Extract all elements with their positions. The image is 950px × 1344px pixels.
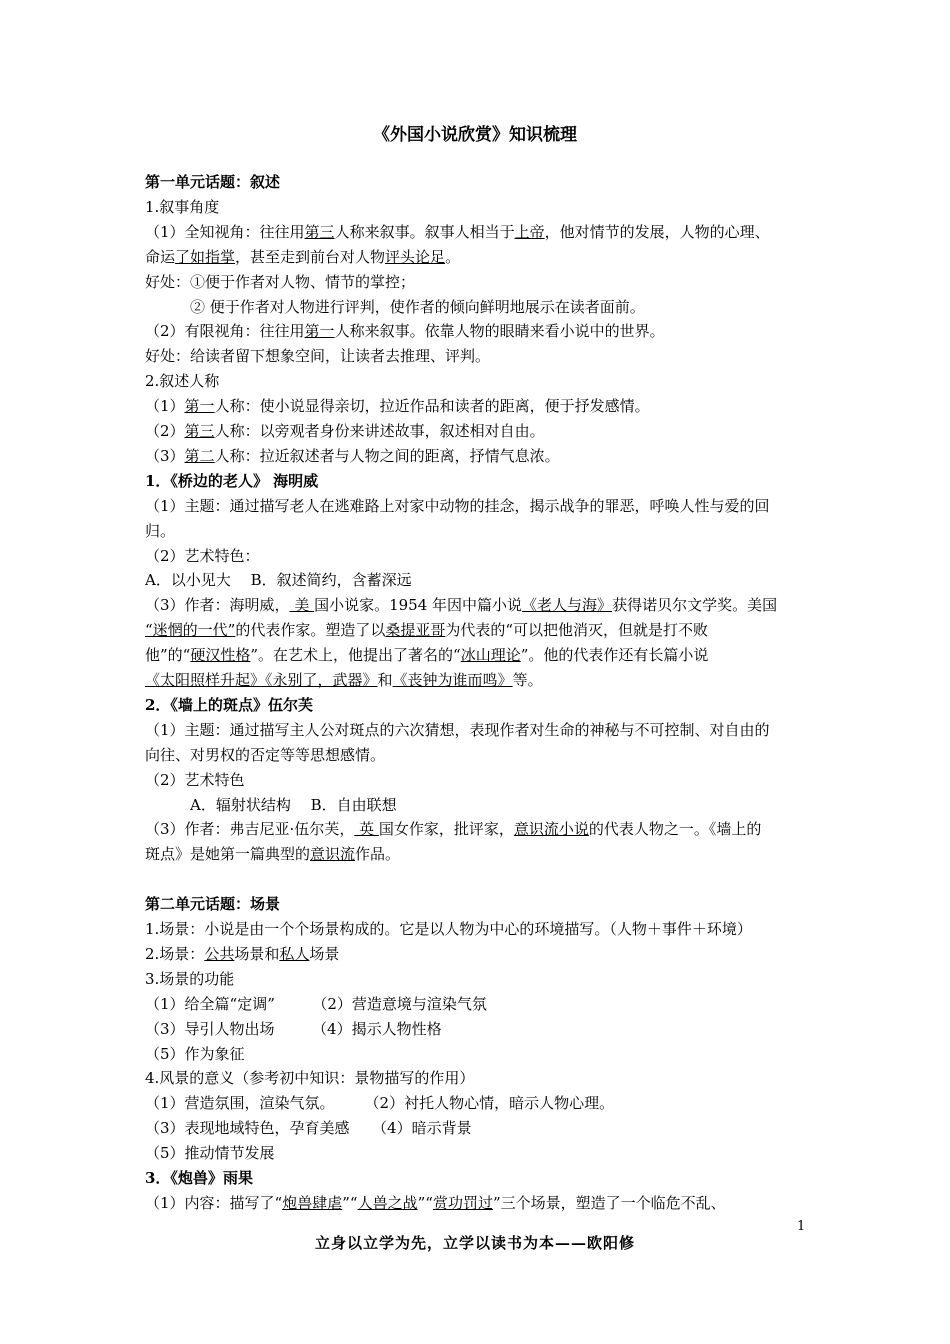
text-line — [145, 942, 810, 966]
text-segment: （2） — [145, 422, 185, 440]
text-segment: （3） — [145, 446, 185, 465]
text-line — [145, 1141, 810, 1165]
text-segment: 人称来叙事。叙事人相当于 — [334, 222, 515, 241]
text-segment: 和 — [377, 671, 393, 689]
text-line — [145, 992, 810, 1016]
text-segment: （2）艺术特色： — [145, 546, 260, 565]
text-segment: 1.场景：小说是由一个个场景构成的。它是以人物为中心的环境描写。（人物＋事件＋环境） — [145, 920, 752, 938]
text-segment: ”。他的代表作还有长篇小说 — [520, 646, 709, 665]
underlined-answer: 《永别了，武器》 — [265, 671, 378, 689]
underlined-answer: 私人 — [279, 944, 310, 963]
text-segment: 3.场景的功能 — [145, 969, 235, 988]
text-line — [145, 1166, 810, 1190]
text-line — [145, 444, 810, 468]
text-segment: A．辐射状结构 B．自由联想 — [145, 795, 397, 814]
text-segment: 为代表的“可以把他消灭，但就是打不败 — [445, 621, 709, 640]
text-segment: 国女作家，批评家， — [378, 820, 514, 839]
section-heading: 第二单元话题：场景 — [145, 895, 281, 914]
text-segment: 人称：拉近叙述者与人物之间的距离，抒情气息浓。 — [214, 446, 560, 465]
text-segment: 的代表作家。塑造了以 — [235, 621, 386, 640]
text-segment: ”。在艺术上，他提出了著名的“ — [250, 646, 461, 665]
text-segment: ② 便于作者对人物进行评判，使作者的倾向鲜明地展示在读者面前。 — [145, 297, 645, 316]
text-line — [145, 245, 810, 269]
text-line — [145, 768, 810, 792]
text-segment: （3）作者：弗吉尼亚·伍尔芙， — [145, 820, 355, 839]
text-segment: 好处：①便于作者对人物、情节的掌控； — [145, 272, 416, 291]
text-segment: ”三个场景，塑造了一个临危不乱、 — [492, 1193, 726, 1212]
text-segment: ”“ — [342, 1193, 358, 1212]
text-segment: A．以小见大 B．叙述简约，含蓄深远 — [145, 571, 412, 590]
underlined-answer: 意识流 — [310, 845, 356, 864]
text-segment: 1.叙事角度 — [145, 197, 220, 216]
text-line — [145, 394, 810, 418]
text-line — [145, 693, 810, 717]
underlined-answer: 公共 — [204, 944, 235, 963]
underlined-answer: 冰山理论 — [460, 646, 521, 665]
text-line — [145, 967, 810, 991]
text-line — [145, 668, 810, 692]
text-line — [145, 743, 810, 767]
text-segment: 人称：使小说显得亲切，拉近作品和读者的距离，便于抒发感情。 — [214, 397, 650, 416]
text-line — [145, 718, 810, 742]
text-line — [145, 1066, 810, 1090]
text-line — [145, 170, 810, 194]
text-segment: 获得诺贝尔文学奖。美国 — [612, 596, 778, 615]
text-segment: （5）推动情节发展 — [145, 1144, 275, 1163]
page-number: 1 — [797, 1219, 806, 1234]
text-line — [145, 344, 810, 368]
text-line — [145, 593, 810, 617]
text-line — [145, 195, 810, 219]
text-line — [145, 220, 810, 244]
text-line — [145, 469, 810, 493]
underlined-answer: 桑提亚哥 — [385, 621, 446, 640]
text-segment: 斑点》是她第一篇典型的 — [145, 845, 311, 864]
text-line — [145, 618, 810, 642]
section-heading: 第一单元话题：叙述 — [145, 173, 281, 191]
text-line — [145, 319, 810, 343]
section-heading: 3．《炮兽》雨果 — [145, 1169, 253, 1187]
text-segment: （3）作者：海明威， — [145, 596, 290, 615]
text-segment: 等。 — [512, 671, 543, 689]
underlined-answer: 上帝 — [514, 222, 545, 241]
text-line — [145, 1017, 810, 1041]
underlined-answer: 《太阳照样升起》 — [145, 671, 266, 689]
underlined-answer: 意识流小说 — [513, 820, 589, 839]
text-segment: 。 — [445, 247, 461, 266]
section-heading: 2．《墙上的斑点》伍尔芙 — [145, 695, 313, 714]
text-line — [145, 793, 810, 817]
text-line — [145, 544, 810, 568]
text-line — [145, 494, 810, 518]
text-segment: 人称来叙事。依靠人物的眼睛来看小说中的世界。 — [334, 322, 665, 341]
text-line — [145, 643, 810, 667]
text-segment: 2.场景： — [145, 944, 205, 963]
underlined-answer: 赏功罚过 — [432, 1193, 493, 1212]
underlined-answer: 了如指掌 — [175, 247, 236, 266]
text-line — [145, 917, 810, 941]
underlined-answer: 第三 — [304, 222, 335, 241]
text-segment: （1）营造氛围，渲染气氛。 （2）衬托人物心情，暗示人物心理。 — [145, 1094, 615, 1113]
underlined-answer: 第一 — [184, 397, 215, 416]
text-segment: （1）主题：通过描写主人公对斑点的六次猜想，表现作者对生命的神秘与不可控制、对自由的 — [145, 720, 770, 739]
underlined-answer: 评头论足 — [385, 247, 446, 266]
underlined-answer: 《丧钟为谁而鸣》 — [392, 671, 513, 689]
text-line — [145, 295, 810, 319]
section-heading: 1．《桥边的老人》 海明威 — [145, 471, 319, 490]
text-segment: 归。 — [145, 521, 176, 540]
text-line — [145, 1116, 810, 1140]
text-segment: 人称：以旁观者身份来讲述故事，叙述相对自由。 — [214, 422, 545, 440]
text-line — [145, 1091, 810, 1115]
footer-quote: 立身以立学为先，立学以读书为本——欧阳修 — [314, 1234, 635, 1252]
text-segment: 2.叙述人称 — [145, 372, 220, 391]
text-segment: 作品。 — [355, 845, 401, 864]
text-line — [145, 842, 810, 866]
underlined-answer: 英 — [354, 820, 379, 839]
text-segment: （1）全知视角：往往用 — [145, 222, 305, 241]
text-segment: （3）表现地域特色，孕育美感 （4）暗示背景 — [145, 1119, 472, 1138]
text-segment: （1）主题：通过描写老人在逃难路上对家中动物的挂念，揭示战争的罪恶，呼唤人性与爱的回 — [145, 496, 770, 515]
text-segment: （5）作为象征 — [145, 1044, 245, 1063]
text-line — [145, 892, 810, 916]
text-line — [145, 1042, 810, 1066]
text-segment: 他”的“ — [145, 646, 191, 665]
text-segment: （3）导引人物出场 （4）揭示人物性格 — [145, 1019, 442, 1038]
text-segment: 场景和 — [234, 944, 280, 963]
text-segment: 好处：给读者留下想象空间，让读者去推理、评判。 — [145, 347, 491, 366]
text-line — [145, 519, 810, 543]
underlined-answer: 第一 — [304, 322, 335, 341]
underlined-answer: 硬汉性格 — [190, 646, 251, 665]
text-line — [145, 1191, 810, 1215]
text-segment: 的代表人物之一。《墙上的 — [588, 820, 762, 839]
text-segment: （2）艺术特色 — [145, 770, 245, 789]
text-line — [145, 568, 810, 592]
text-line — [145, 817, 810, 841]
text-segment: （1）内容：描写了“ — [145, 1193, 283, 1212]
text-segment: （1）给全篇“定调” （2）营造意境与渲染气氛 — [145, 994, 487, 1013]
text-segment: 命运 — [145, 247, 176, 266]
underlined-answer: 第三 — [184, 422, 215, 440]
text-segment: （2）有限视角：往往用 — [145, 322, 305, 341]
underlined-answer: 炮兽肆虐 — [282, 1193, 343, 1212]
underlined-answer: “迷惘的一代” — [145, 621, 236, 640]
text-segment: ，甚至走到前台对人物 — [235, 247, 386, 266]
text-segment: ，他对情节的发展，人物的心理、 — [544, 222, 770, 241]
text-segment: 场景 — [309, 944, 340, 963]
text-line — [145, 419, 810, 443]
underlined-answer: 美 — [289, 596, 315, 615]
text-segment: （1） — [145, 397, 185, 416]
text-segment: 向往、对男权的否定等等思想感情。 — [145, 745, 386, 764]
text-segment: 4.风景的意义（参考初中知识：景物描写的作用） — [145, 1069, 475, 1088]
text-line — [145, 369, 810, 393]
document-title: 《外国小说欣赏》知识梳理 — [373, 125, 577, 145]
text-segment: 国小说家。1954 年因中篇小说 — [314, 596, 523, 615]
text-line — [145, 270, 810, 294]
underlined-answer: 《老人与海》 — [522, 596, 613, 615]
underlined-answer: 第二 — [184, 446, 215, 465]
underlined-answer: 人兽之战 — [357, 1193, 418, 1212]
text-segment: ”“ — [417, 1193, 433, 1212]
